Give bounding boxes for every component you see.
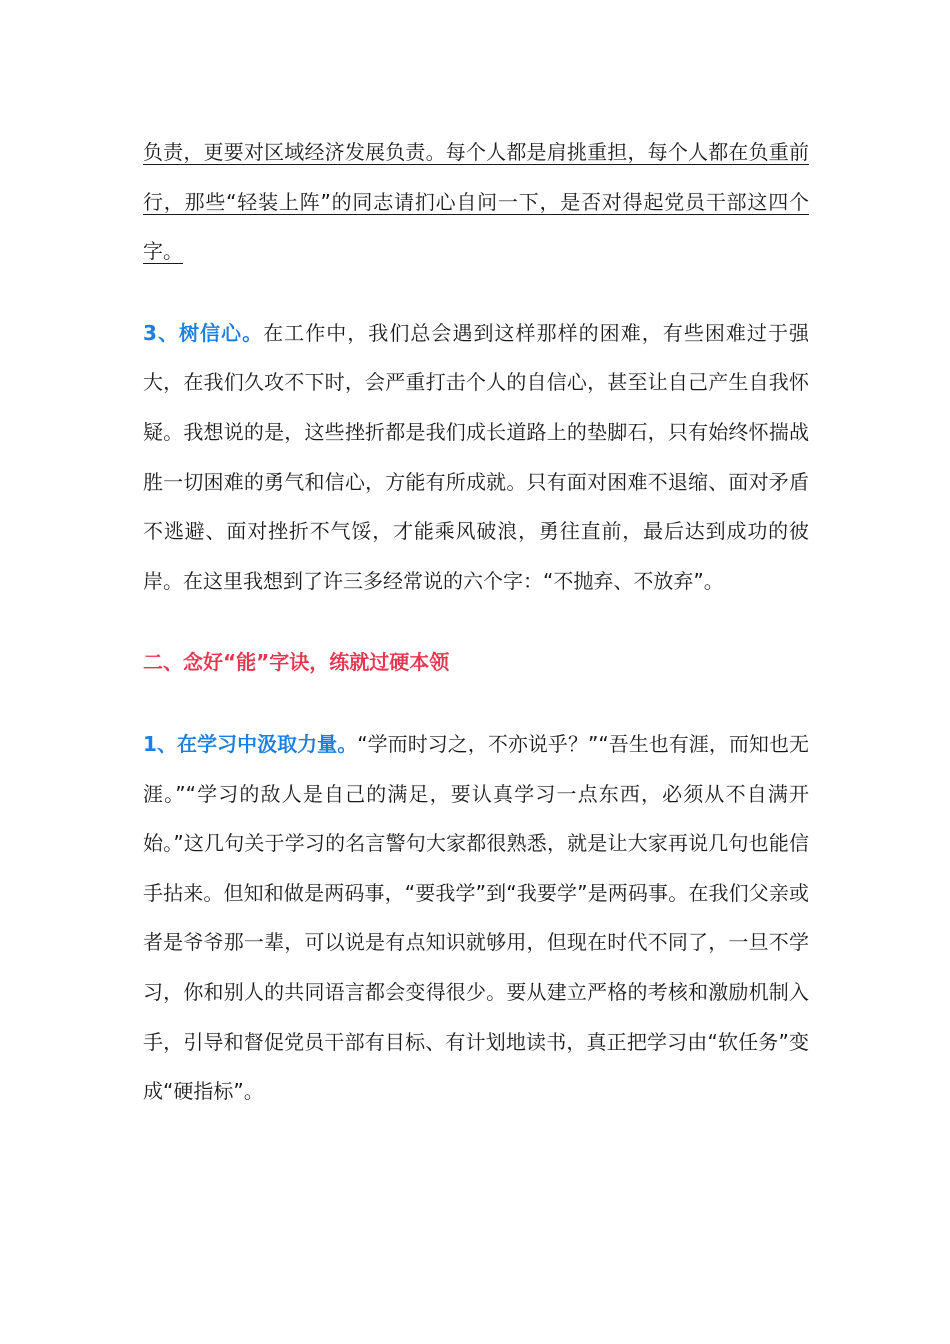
paragraph-gap: [143, 606, 809, 638]
subheading-confidence: 3、树信心。: [143, 320, 264, 345]
paragraph-gap: [143, 688, 809, 720]
document-page: [143, 128, 809, 1117]
paragraph-gap: [143, 277, 809, 309]
subheading-learning: 1、在学习中汲取力量。: [143, 731, 358, 756]
paragraph-confidence: [143, 309, 809, 607]
paragraph-confidence-text: 在工作中，我们总会遇到这样那样的困难，有些困难过于强大，在我们久攻不下时，会严重打击个人的自信心，甚至让自己产生自我怀疑。我想说的是，这些挫折都是我们成长道路上的垫脚石，只有始终怀揣战胜一切困难的勇气和信心，方能有所成就。只有面对困难不退缩、面对矛盾不逃避、面对挫折不气馁，才能乘风破浪，勇往直前，最后达到成功的彼岸。在这里我想到了许三多经常说的六个字：“不抛弃、不放弃”。: [143, 320, 809, 593]
section-heading-ability: 二、念好“能”字诀，练就过硬本领: [143, 650, 450, 675]
paragraph-learning: [143, 720, 809, 1117]
paragraph-learning-text: “学而时习之，不亦说乎？”“吾生也有涯，而知也无涯。”“学习的敌人是自己的满足，要认真学习一点东西，必须从不自满开始。”这几句关于学习的名言警句大家都很熟悉，就是让大家再说几句也能信手拈来。但知和做是两码事，“要我学”到“我要学”是两码事。在我们父亲或者是爷爷那一辈，可以说是有点知识就够用，但现在时代不同了，一旦不学习，你和别人的共同语言都会变得很少。要从建立严格的考核和激励机制入手，引导和督促党员干部有目标、有计划地读书，真正把学习由“软任务”变成“硬指标”。: [143, 731, 809, 1104]
paragraph-accountability-text: 负责，更要对区域经济发展负责。每个人都是肩挑重担，每个人都在负重前行，那些“轻装上阵”的同志请扪心自问一下，是否对得起党员干部这四个字。: [143, 140, 809, 264]
paragraph-accountability: [143, 128, 809, 277]
